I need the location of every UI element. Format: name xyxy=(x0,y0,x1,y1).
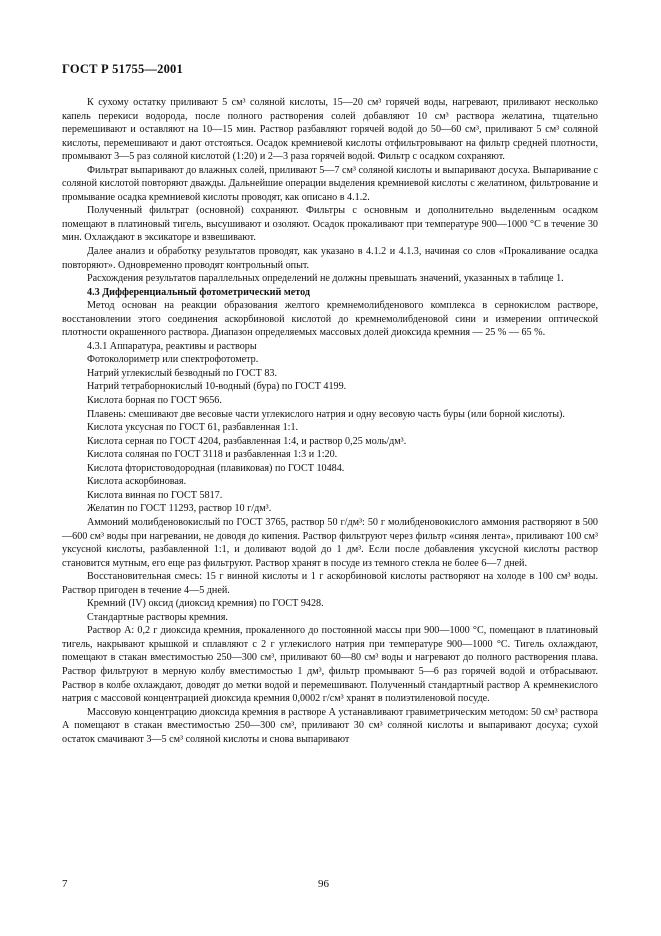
list-item: Кислота фтористоводородная (плавиковая) по ГОСТ 10484. xyxy=(87,462,345,474)
paragraph: Полученный фильтрат (основной) сохраняют. Фильтры с основным и дополнительно выделенным осадком помещают в платиновый тигель, высушивают и озоляют. Осадок прокаливают при температуре 900—1000 °С в течение 30 мин. Охлаждают в эксикаторе и взвешивают. xyxy=(62,205,598,244)
paragraph: Аммоний молибденовокислый по ГОСТ 3765, раствор 50 г/дм³: 50 г молибденовокислого аммония растворяют в 500—600 см³ воды при нагревании, не доводя до кипения. Раствор фильтруют через фильтр «синяя лента», приливают 100 см³ уксусной кислоты, разбавленной 1:1, и доливают водой до 1 дм³. Если после добавления уксусной кислоты раствор становится мутным, его еще раз фильтруют. Раствор хранят в посуде из темного стекла не более 6—7 дней. xyxy=(62,516,598,569)
list-item: Фотоколориметр или спектрофотометр. xyxy=(87,354,259,366)
subsection-heading: 4.3.1 Аппаратура, реактивы и растворы xyxy=(87,340,257,352)
paragraph: Массовую концентрацию диоксида кремния в растворе А устанавливают гравиметрическим методом: 50 см³ раствора А помещают в стакан вместимостью 250—300 см³, приливают 30 см³ соляной кислоты и выпаривают досуха; сухой остаток смачивают 3—5 см³ соляной кислоты и снова выпаривают xyxy=(62,706,598,745)
list-item: Кислота аскорбиновая. xyxy=(87,476,187,488)
list-item: Натрий тетраборнокислый 10-водный (бура) по ГОСТ 4199. xyxy=(87,381,347,393)
list-item: Плавень: смешивают две весовые части углекислого натрия и одну весовую часть буры (или борной кислоты). xyxy=(87,408,565,420)
body-text xyxy=(62,96,598,746)
list-item: Кислота борная по ГОСТ 9656. xyxy=(87,395,222,407)
list-item: Желатин по ГОСТ 11293, раствор 10 г/дм³. xyxy=(87,503,272,515)
list-item: Кислота серная по ГОСТ 4204, разбавленная 1:4, и раствор 0,25 моль/дм³. xyxy=(87,435,407,447)
list-item: Кислота соляная по ГОСТ 3118 и разбавленная 1:3 и 1:20. xyxy=(87,449,338,461)
list-item: Кремний (IV) оксид (диоксид кремния) по ГОСТ 9428. xyxy=(87,598,324,610)
page-number-center: 96 xyxy=(318,878,329,890)
paragraph: Расхождения результатов параллельных определений не должны превышать значений, указанных в таблице 1. xyxy=(87,273,564,285)
list-item: Натрий углекислый безводный по ГОСТ 83. xyxy=(87,367,278,379)
section-heading: 4.3 Дифференциальный фотометрический метод xyxy=(87,286,310,298)
paragraph: Фильтрат выпаривают до влажных солей, приливают 5—7 см³ соляной кислоты и выпаривают досуха. Выпаривание с соляной кислотой повторяют дважды. Дальнейшие операции выделения кремниевой кислоты с желатином, фильтрование и промывание осадка кремниевой кислоты проводят, как описано в 4.1.2. xyxy=(62,164,598,203)
page-number-left: 7 xyxy=(62,878,68,890)
paragraph: Раствор А: 0,2 г диоксида кремния, прокаленного до постоянной массы при 900—1000 °С, помещают в платиновый тигель, накрывают крышкой и сплавляют с 2 г углекислого натрия при температуре 900—1000 °С. Тигель охлаждают, помещают в стакан вместимостью 250—300 см³, приливают 60—80 см³ воды и нагревают до полного растворения плава. Раствор фильтруют в мерную колбу вместимостью 1 дм³, фильтр промывают 5—6 раз горячей водой и отбрасывают. Раствор в колбе охлаждают, доводят до метки водой и перемешивают. Полученный стандартный раствор А кремнекислого натрия с массовой концентрацией диоксида кремния 0,0002 г/см³ хранят в полиэтиленовой посуде. xyxy=(62,625,598,705)
list-item: Кислота винная по ГОСТ 5817. xyxy=(87,489,223,501)
paragraph: Далее анализ и обработку результатов проводят, как указано в 4.1.2 и 4.1.3, начиная со слов «Прокаливание осадка повторяют». Одновременно проводят контрольный опыт. xyxy=(62,246,598,271)
document-header: ГОСТ Р 51755—2001 xyxy=(62,62,183,76)
list-item: Кислота уксусная по ГОСТ 61, разбавленная 1:1. xyxy=(87,422,299,434)
paragraph: Метод основан на реакции образования желтого кремнемолибденового комплекса в сернокислом растворе, восстановлении этого соединения аскорбиновой кислотой до кремнемолибденовой сини и измерении оптической плотности окрашенного раствора. Диапазон определяемых массовых долей диоксида кремния — 25 % — 65 %. xyxy=(62,300,598,339)
paragraph: К сухому остатку приливают 5 см³ соляной кислоты, 15—20 см³ горячей воды, нагревают, приливают несколько капель перекиси водорода, после полного растворения солей добавляют 10 см³ раствора желатина, тщательно перемешивают и оставляют на 10—15 мин. Раствор разбавляют горячей водой до 50—60 см³, приливают 5 см³ соляной кислоты, перемешивают и дают отстояться. Осадок кремниевой кислоты отфильтровывают на фильтр средней плотности, промывают 3—5 раз соляной кислотой (1:20) и 2—3 раза горячей водой. Фильтр с осадком сохраняют. xyxy=(62,97,598,163)
list-item: Стандартные растворы кремния. xyxy=(87,611,228,623)
paragraph: Восстановительная смесь: 15 г винной кислоты и 1 г аскорбиновой кислоты растворяют на холоде в 100 см³ воды. Раствор пригоден в течение 4—5 дней. xyxy=(62,571,598,596)
